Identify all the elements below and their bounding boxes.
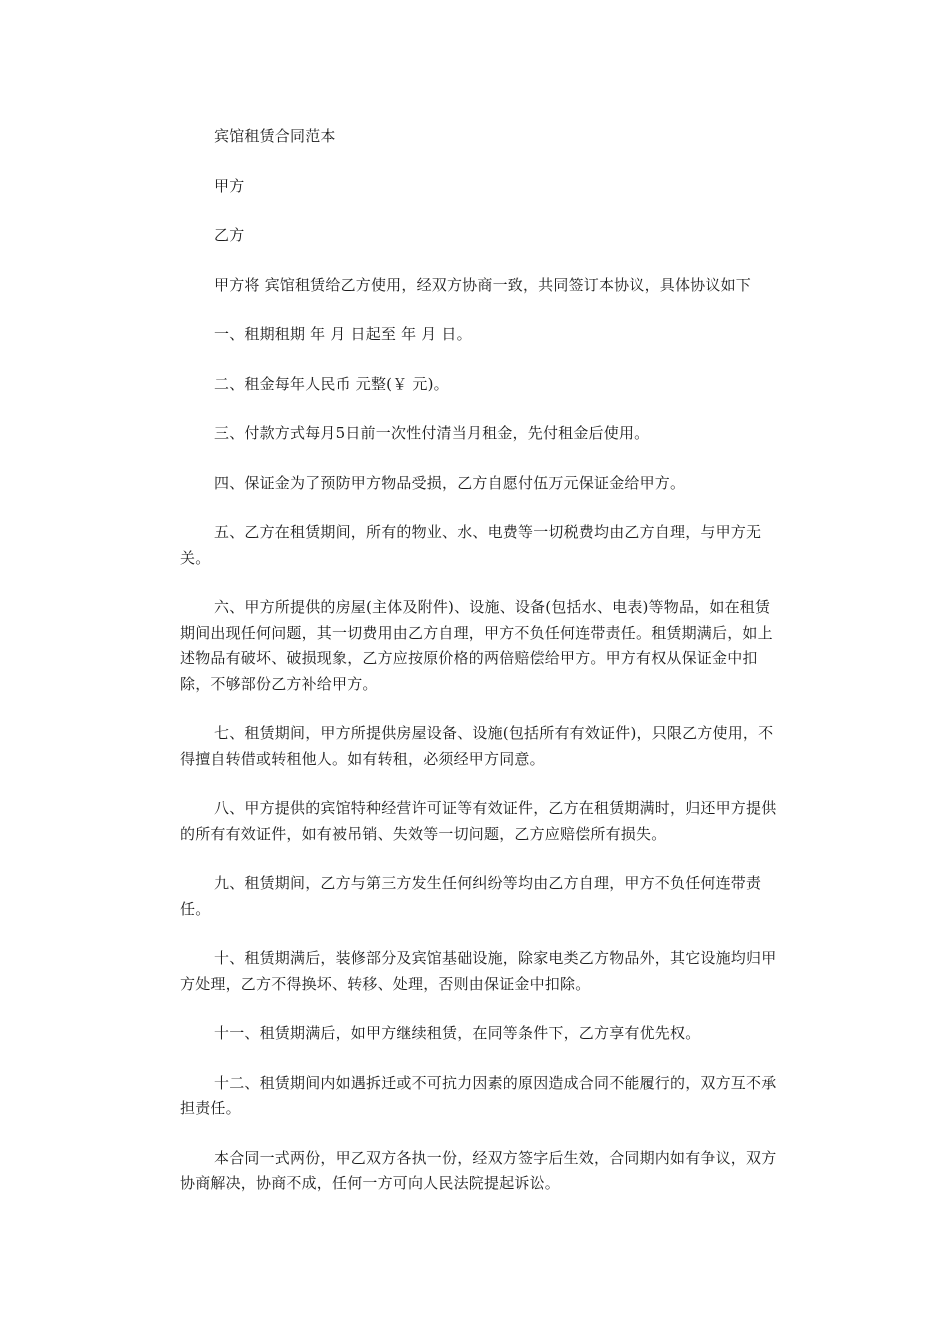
- clause-12-force-majeure: 十二、租赁期间内如遇拆迁或不可抗力因素的原因造成合同不能履行的，双方互不承担责任。: [180, 1073, 777, 1117]
- clause-11-priority: 十一、租赁期满后，如甲方继续租赁，在同等条件下，乙方享有优先权。: [214, 1024, 701, 1042]
- clause-8-licenses: 八、甲方提供的宾馆特种经营许可证等有效证件，乙方在租赁期满时，归还甲方提供的所有有效证件，如有被吊销、失效等一切问题，乙方应赔偿所有损失。: [180, 799, 777, 843]
- clause-9-disputes: 九、租赁期间，乙方与第三方发生任何纠纷等均由乙方自理，甲方不负任何连带责任。: [180, 874, 762, 918]
- contract-body: [180, 124, 780, 1221]
- closing-paragraph: 本合同一式两份，甲乙双方各执一份，经双方签字后生效，合同期内如有争议，双方协商解决，协商不成，任何一方可向人民法院提起诉讼。: [180, 1148, 777, 1192]
- party-a-line: 甲方: [214, 176, 245, 195]
- clause-1-term: 一、租期租期 年 月 日起至 年 月 日。: [214, 325, 472, 343]
- clause-2-rent: 二、租金每年人民币 元整(￥ 元)。: [214, 374, 449, 393]
- document-title: 宾馆租赁合同范本: [214, 127, 336, 145]
- party-b-line: 乙方: [214, 226, 245, 244]
- clause-5-fees: 五、乙方在租赁期间，所有的物业、水、电费等一切税费均由乙方自理，与甲方无关。: [180, 523, 762, 567]
- clause-4-deposit: 四、保证金为了预防甲方物品受损，乙方自愿付伍万元保证金给甲方。: [214, 473, 686, 492]
- clause-6-facilities: 六、甲方所提供的房屋(主体及附件)、设施、设备(包括水、电表)等物品，如在租赁期间出现任何问题，其一切费用由乙方自理，甲方不负任何连带责任。租赁期满后，如上述物品有破坏、破损现象，乙方应按原价格的两倍赔偿给甲方。甲方有权从保证金中扣除，不够部份乙方补给甲方。: [180, 598, 773, 693]
- intro-paragraph: 甲方将 宾馆租赁给乙方使用，经双方协商一致，共同签订本协议，具体协议如下: [214, 275, 751, 294]
- clause-3-payment: 三、付款方式每月5日前一次性付清当月租金，先付租金后使用。: [214, 424, 650, 442]
- clause-7-usage: 七、租赁期间，甲方所提供房屋设备、设施(包括所有有效证件)，只限乙方使用，不得擅自转借或转租他人。如有转租，必须经甲方同意。: [180, 724, 774, 768]
- clause-10-renovation: 十、租赁期满后，装修部分及宾馆基础设施，除家电类乙方物品外，其它设施均归甲方处理，乙方不得换坏、转移、处理，否则由保证金中扣除。: [180, 949, 777, 993]
